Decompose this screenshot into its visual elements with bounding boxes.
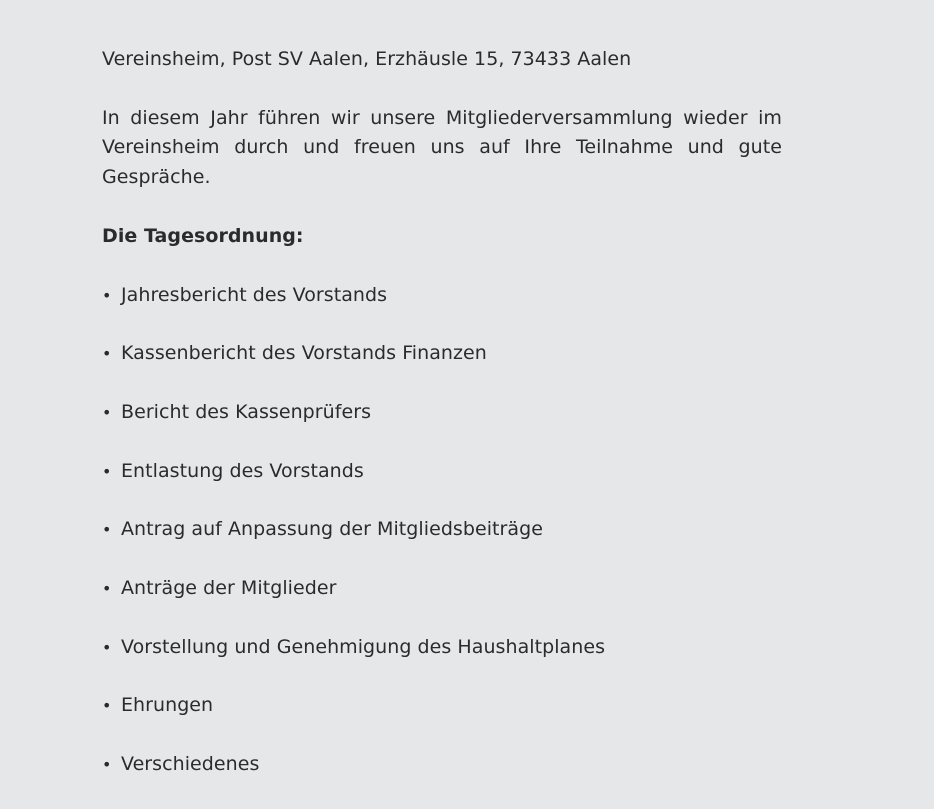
bullet-icon: • <box>102 637 112 657</box>
agenda-item-label: Jahresbericht des Vorstands <box>121 283 388 306</box>
bullet-icon: • <box>102 461 112 481</box>
agenda-item-label: Vorstellung und Genehmigung des Haushaltplanes <box>121 635 606 658</box>
agenda-item-label: Ehrungen <box>121 694 214 717</box>
agenda-item-label: Anträge der Mitglieder <box>121 576 337 599</box>
bullet-icon: • <box>102 696 112 716</box>
agenda-item-label: Verschiedenes <box>121 753 260 775</box>
agenda-item <box>102 281 782 311</box>
agenda-item <box>102 515 782 545</box>
bullet-icon: • <box>102 285 112 305</box>
agenda-item-label: Entlastung des Vorstands <box>121 459 364 482</box>
agenda-item <box>102 750 782 780</box>
agenda-item <box>102 633 782 663</box>
document-content <box>102 45 782 809</box>
agenda-item <box>102 398 782 428</box>
agenda-item-label: Bericht des Kassenprüfers <box>121 400 372 423</box>
agenda-item <box>102 339 782 369</box>
agenda-item-label: Kassenbericht des Vorstands Finanzen <box>121 342 487 365</box>
bullet-icon: • <box>102 578 112 598</box>
bullet-icon: • <box>102 402 112 422</box>
address-line: Vereinsheim, Post SV Aalen, Erzhäusle 15, 73433 Aalen <box>102 48 632 70</box>
bullet-icon: • <box>102 520 112 540</box>
intro-paragraph: In diesem Jahr führen wir unsere Mitgliederversammlung wieder im Vereinsheim durch und freuen uns auf Ihre Teilnahme und gute Gespräche. <box>102 106 782 188</box>
agenda-item-label: Antrag auf Anpassung der Mitgliedsbeiträge <box>121 518 543 541</box>
agenda-list <box>102 281 782 780</box>
agenda-heading: Die Tagesordnung: <box>102 224 304 247</box>
bullet-icon: • <box>102 344 112 364</box>
bullet-icon: • <box>102 755 112 774</box>
agenda-item <box>102 691 782 721</box>
agenda-item <box>102 574 782 604</box>
agenda-item <box>102 457 782 487</box>
